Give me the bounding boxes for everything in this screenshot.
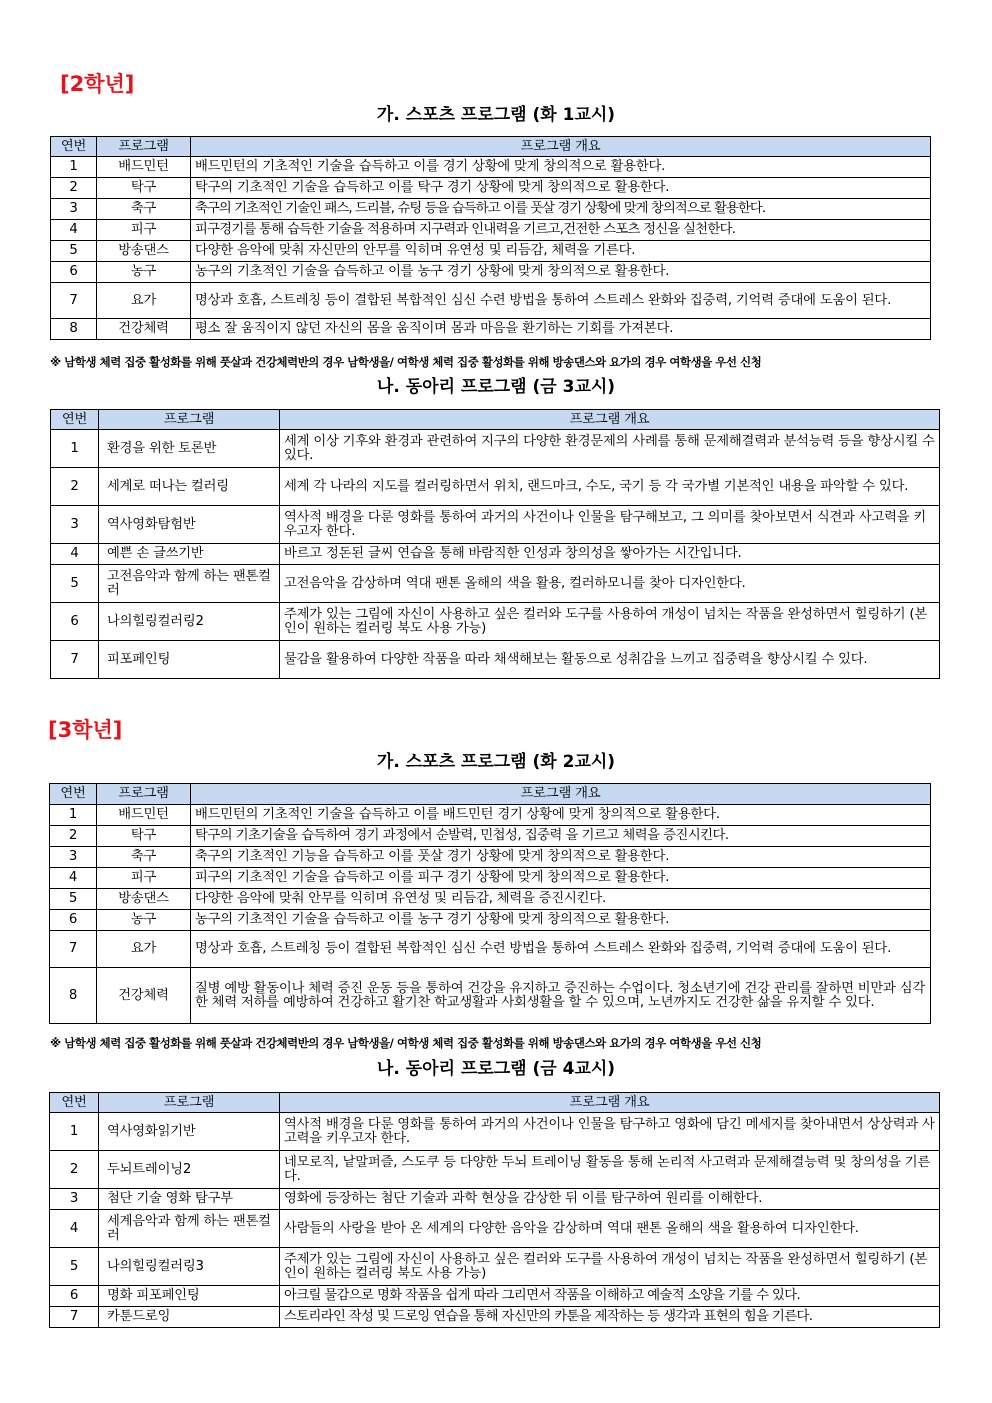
row-summary: 영화에 등장하는 첨단 기술과 과학 현상을 감상한 뒤 이를 탐구하여 원리를 이해한다. <box>280 1189 940 1210</box>
table-row <box>50 1248 940 1286</box>
table-row <box>50 1210 940 1248</box>
table-row <box>50 826 931 847</box>
grade3-sports-title: 가. 스포츠 프로그램 (화 2교시) <box>376 752 616 772</box>
grade2-sports-table <box>50 136 931 340</box>
grade2-clubs-title: 나. 동아리 프로그램 (금 3교시) <box>376 377 616 397</box>
row-no: 2 <box>50 1151 99 1189</box>
grade3-sports-note: ※ 남학생 체력 집중 활성화를 위해 풋살과 건강체력반의 경우 남학생을/ 여학생 체력 집중 활성화를 위해 방송댄스와 요가의 경우 여학생을 우선 신청 <box>50 1036 762 1050</box>
row-program: 역사영화읽기반 <box>99 1113 280 1151</box>
row-summary: 사람들의 사랑을 받아 온 세계의 다양한 음악을 감상하며 역대 팬톤 올해의 색을 활용하여 디자인한다. <box>280 1210 940 1248</box>
row-summary: 평소 잘 움직이지 않던 자신의 몸을 움직이며 몸과 마음을 환기하는 기회를 가져본다. <box>191 319 931 340</box>
row-no: 7 <box>50 931 97 968</box>
table-row <box>51 430 940 468</box>
header-program: 프로그램 <box>97 784 191 805</box>
row-program: 농구 <box>97 262 191 283</box>
row-program: 첨단 기술 영화 탐구부 <box>99 1189 280 1210</box>
row-program: 역사영화탐험반 <box>99 506 280 544</box>
row-no: 8 <box>51 319 97 340</box>
row-program: 나의힐링컬러링2 <box>99 603 280 641</box>
row-no: 3 <box>51 199 97 220</box>
row-program: 예쁜 손 글쓰기반 <box>99 544 280 565</box>
header-summary: 프로그램 개요 <box>191 784 931 805</box>
row-no: 3 <box>50 847 97 868</box>
grade3-clubs-title: 나. 동아리 프로그램 (금 4교시) <box>376 1059 616 1079</box>
table-row <box>50 805 931 826</box>
row-program: 카툰드로잉 <box>99 1307 280 1328</box>
table-row <box>51 199 931 220</box>
header-summary: 프로그램 개요 <box>191 137 931 157</box>
table-row <box>50 1286 940 1307</box>
row-summary: 질병 예방 활동이나 체력 증진 운동 등을 통하여 건강을 유지하고 증진하는 수업이다. 청소년기에 건강 관리를 잘하면 비만과 심각한 체력 저하를 예방하여 건강하고 활기찬 학교생활과 사회생활을 할 수 있으며, 노년까지도 건강한 삶을 유지할 수 있다. <box>191 968 931 1024</box>
row-no: 1 <box>50 805 97 826</box>
row-program: 고전음악과 함께 하는 팬톤컬러 <box>99 565 280 603</box>
row-program: 피구 <box>97 868 191 889</box>
row-summary: 스토리라인 작성 및 드로잉 연습을 통해 자신만의 카툰을 제작하는 등 생각과 표현의 힘을 기른다. <box>280 1307 940 1328</box>
table-row <box>50 1307 940 1328</box>
row-program: 세계음악과 함께 하는 팬톤컬러 <box>99 1210 280 1248</box>
row-program: 방송댄스 <box>97 889 191 910</box>
row-program: 건강체력 <box>97 968 191 1024</box>
table-row <box>51 544 940 565</box>
table-header-row <box>50 1093 940 1113</box>
row-no: 7 <box>51 641 99 679</box>
row-no: 4 <box>50 1210 99 1248</box>
table-row <box>51 319 931 340</box>
row-no: 5 <box>51 565 99 603</box>
row-summary: 배드민턴의 기초적인 기술을 습득하고 이를 배드민턴 경기 상황에 맞게 창의적으로 활용한다. <box>191 805 931 826</box>
row-no: 2 <box>51 468 99 506</box>
row-program: 축구 <box>97 199 191 220</box>
table-row <box>50 968 931 1024</box>
row-summary: 다양한 음악에 맞춰 안무를 익히며 유연성 및 리듬감, 체력을 증진시킨다. <box>191 889 931 910</box>
row-no: 4 <box>51 220 97 241</box>
header-program: 프로그램 <box>99 1093 280 1113</box>
header-no: 연번 <box>51 137 97 157</box>
row-program: 피구 <box>97 220 191 241</box>
table-row <box>51 641 940 679</box>
grade2-heading: [2학년] <box>60 72 135 96</box>
row-program: 피포페인팅 <box>99 641 280 679</box>
table-row <box>50 847 931 868</box>
row-program: 명화 피포페인팅 <box>99 1286 280 1307</box>
row-no: 6 <box>51 262 97 283</box>
row-no: 1 <box>51 430 99 468</box>
table-row <box>50 1113 940 1151</box>
row-program: 환경을 위한 토론반 <box>99 430 280 468</box>
table-row <box>50 889 931 910</box>
row-no: 5 <box>51 241 97 262</box>
header-no: 연번 <box>51 410 99 430</box>
row-no: 6 <box>50 1286 99 1307</box>
row-no: 6 <box>51 603 99 641</box>
header-no: 연번 <box>50 1093 99 1113</box>
grade3-heading: [3학년] <box>48 718 123 742</box>
row-summary: 역사적 배경을 다룬 영화를 통하여 과거의 사건이나 인물을 탐구하고 영화에 담긴 메세지를 찾아내면서 상상력과 사고력을 키우고자 한다. <box>280 1113 940 1151</box>
table-row <box>51 468 940 506</box>
row-no: 3 <box>51 506 99 544</box>
row-program: 축구 <box>97 847 191 868</box>
row-no: 1 <box>51 157 97 178</box>
row-program: 탁구 <box>97 178 191 199</box>
table-row <box>50 931 931 968</box>
row-summary: 명상과 호흡, 스트레칭 등이 결합된 복합적인 심신 수련 방법을 통하여 스트레스 완화와 집중력, 기억력 증대에 도움이 된다. <box>191 283 931 319</box>
table-row <box>51 603 940 641</box>
row-summary: 다양한 음악에 맞춰 자신만의 안무를 익히며 유연성 및 리듬감, 체력을 기른다. <box>191 241 931 262</box>
row-no: 4 <box>50 868 97 889</box>
row-summary: 피구의 기초적인 기술을 습득하고 이를 피구 경기 상황에 맞게 창의적으로 활용한다. <box>191 868 931 889</box>
grade3-clubs-table <box>49 1092 940 1328</box>
row-summary: 명상과 호흡, 스트레칭 등이 결합된 복합적인 심신 수련 방법을 통하여 스트레스 완화와 집중력, 기억력 증대에 도움이 된다. <box>191 931 931 968</box>
grade2-clubs-table <box>50 409 940 679</box>
header-program: 프로그램 <box>97 137 191 157</box>
row-summary: 바르고 정돈된 글씨 연습을 통해 바람직한 인성과 창의성을 쌓아가는 시간입니다. <box>280 544 940 565</box>
row-program: 배드민턴 <box>97 157 191 178</box>
row-summary: 탁구의 기초기술을 습득하여 경기 과정에서 순발력, 민첩성, 집중력 을 기르고 체력을 증진시킨다. <box>191 826 931 847</box>
row-summary: 주제가 있는 그림에 자신이 사용하고 싶은 컬러와 도구를 사용하여 개성이 넘치는 작품을 완성하면서 힐링하기 (본인이 원하는 컬러링 북도 사용 가능) <box>280 1248 940 1286</box>
row-summary: 물감을 활용하여 다양한 작품을 따라 채색해보는 활동으로 성취감을 느끼고 집중력을 향상시킬 수 있다. <box>280 641 940 679</box>
table-row <box>51 283 931 319</box>
row-summary: 축구의 기초적인 기능을 습득하고 이를 풋살 경기 상황에 맞게 창의적으로 활용한다. <box>191 847 931 868</box>
grade3-sports-table <box>49 783 931 1024</box>
row-summary: 탁구의 기초적인 기술을 습득하고 이를 탁구 경기 상황에 맞게 창의적으로 활용한다. <box>191 178 931 199</box>
row-summary: 주제가 있는 그림에 자신이 사용하고 싶은 컬러와 도구를 사용하여 개성이 넘치는 작품을 완성하면서 힐링하기 (본인이 원하는 컬러링 북도 사용 가능) <box>280 603 940 641</box>
row-summary: 네모로직, 낱말퍼즐, 스도쿠 등 다양한 두뇌 트레이닝 활동을 통해 논리적 사고력과 문제해결능력 및 창의성을 기른다. <box>280 1151 940 1189</box>
table-row <box>50 1189 940 1210</box>
header-summary: 프로그램 개요 <box>280 1093 940 1113</box>
row-summary: 세계 이상 기후와 환경과 관련하여 지구의 다양한 환경문제의 사례를 통해 문제해결력과 분석능력 등을 향상시킬 수 있다. <box>280 430 940 468</box>
row-no: 2 <box>50 826 97 847</box>
row-summary: 고전음악을 감상하며 역대 팬톤 올해의 색을 활용, 컬러하모니를 찾아 디자인한다. <box>280 565 940 603</box>
table-row <box>51 506 940 544</box>
row-program: 요가 <box>97 283 191 319</box>
row-no: 4 <box>51 544 99 565</box>
table-row <box>51 220 931 241</box>
row-summary: 아크릴 물감으로 명화 작품을 쉽게 따라 그리면서 작품을 이해하고 예술적 소양을 기를 수 있다. <box>280 1286 940 1307</box>
row-program: 세계로 떠나는 컬러링 <box>99 468 280 506</box>
row-program: 요가 <box>97 931 191 968</box>
row-program: 방송댄스 <box>97 241 191 262</box>
row-no: 7 <box>51 283 97 319</box>
row-no: 8 <box>50 968 97 1024</box>
row-summary: 역사적 배경을 다룬 영화를 통하여 과거의 사건이나 인물을 탐구해보고, 그 의미를 찾아보면서 식견과 사고력을 키우고자 한다. <box>280 506 940 544</box>
grade2-sports-note: ※ 남학생 체력 집중 활성화를 위해 풋살과 건강체력반의 경우 남학생을/ 여학생 체력 집중 활성화를 위해 방송댄스와 요가의 경우 여학생을 우선 신청 <box>50 355 762 369</box>
row-summary: 피구경기를 통해 습득한 기술을 적용하며 지구력과 인내력을 기르고,건전한 스포츠 정신을 실천한다. <box>191 220 931 241</box>
row-no: 6 <box>50 910 97 931</box>
table-row <box>51 241 931 262</box>
row-no: 3 <box>50 1189 99 1210</box>
row-program: 두뇌트레이닝2 <box>99 1151 280 1189</box>
row-program: 농구 <box>97 910 191 931</box>
table-row <box>51 157 931 178</box>
table-row <box>51 178 931 199</box>
header-no: 연번 <box>50 784 97 805</box>
row-summary: 농구의 기초적인 기술을 습득하고 이를 농구 경기 상황에 맞게 창의적으로 활용한다. <box>191 910 931 931</box>
table-row <box>50 1151 940 1189</box>
row-program: 나의힐링컬러링3 <box>99 1248 280 1286</box>
row-summary: 세계 각 나라의 지도를 컬러링하면서 위치, 랜드마크, 수도, 국기 등 각 국가별 기본적인 내용을 파악할 수 있다. <box>280 468 940 506</box>
header-summary: 프로그램 개요 <box>280 410 940 430</box>
row-no: 7 <box>50 1307 99 1328</box>
row-summary: 농구의 기초적인 기술을 습득하고 이를 농구 경기 상황에 맞게 창의적으로 활용한다. <box>191 262 931 283</box>
header-program: 프로그램 <box>99 410 280 430</box>
grade2-sports-title: 가. 스포츠 프로그램 (화 1교시) <box>376 105 616 125</box>
table-header-row <box>50 784 931 805</box>
row-summary: 축구의 기초적인 기술인 패스, 드리블, 슈팅 등을 습득하고 이를 풋살 경기 상황에 맞게 창의적으로 활용한다. <box>191 199 931 220</box>
table-row <box>51 565 940 603</box>
table-row <box>50 910 931 931</box>
row-program: 건강체력 <box>97 319 191 340</box>
table-header-row <box>51 410 940 430</box>
row-no: 5 <box>50 1248 99 1286</box>
row-program: 탁구 <box>97 826 191 847</box>
row-no: 5 <box>50 889 97 910</box>
table-row <box>51 262 931 283</box>
row-program: 배드민턴 <box>97 805 191 826</box>
table-header-row <box>51 137 931 157</box>
row-summary: 배드민턴의 기초적인 기술을 습득하고 이를 경기 상황에 맞게 창의적으로 활용한다. <box>191 157 931 178</box>
row-no: 2 <box>51 178 97 199</box>
table-row <box>50 868 931 889</box>
row-no: 1 <box>50 1113 99 1151</box>
